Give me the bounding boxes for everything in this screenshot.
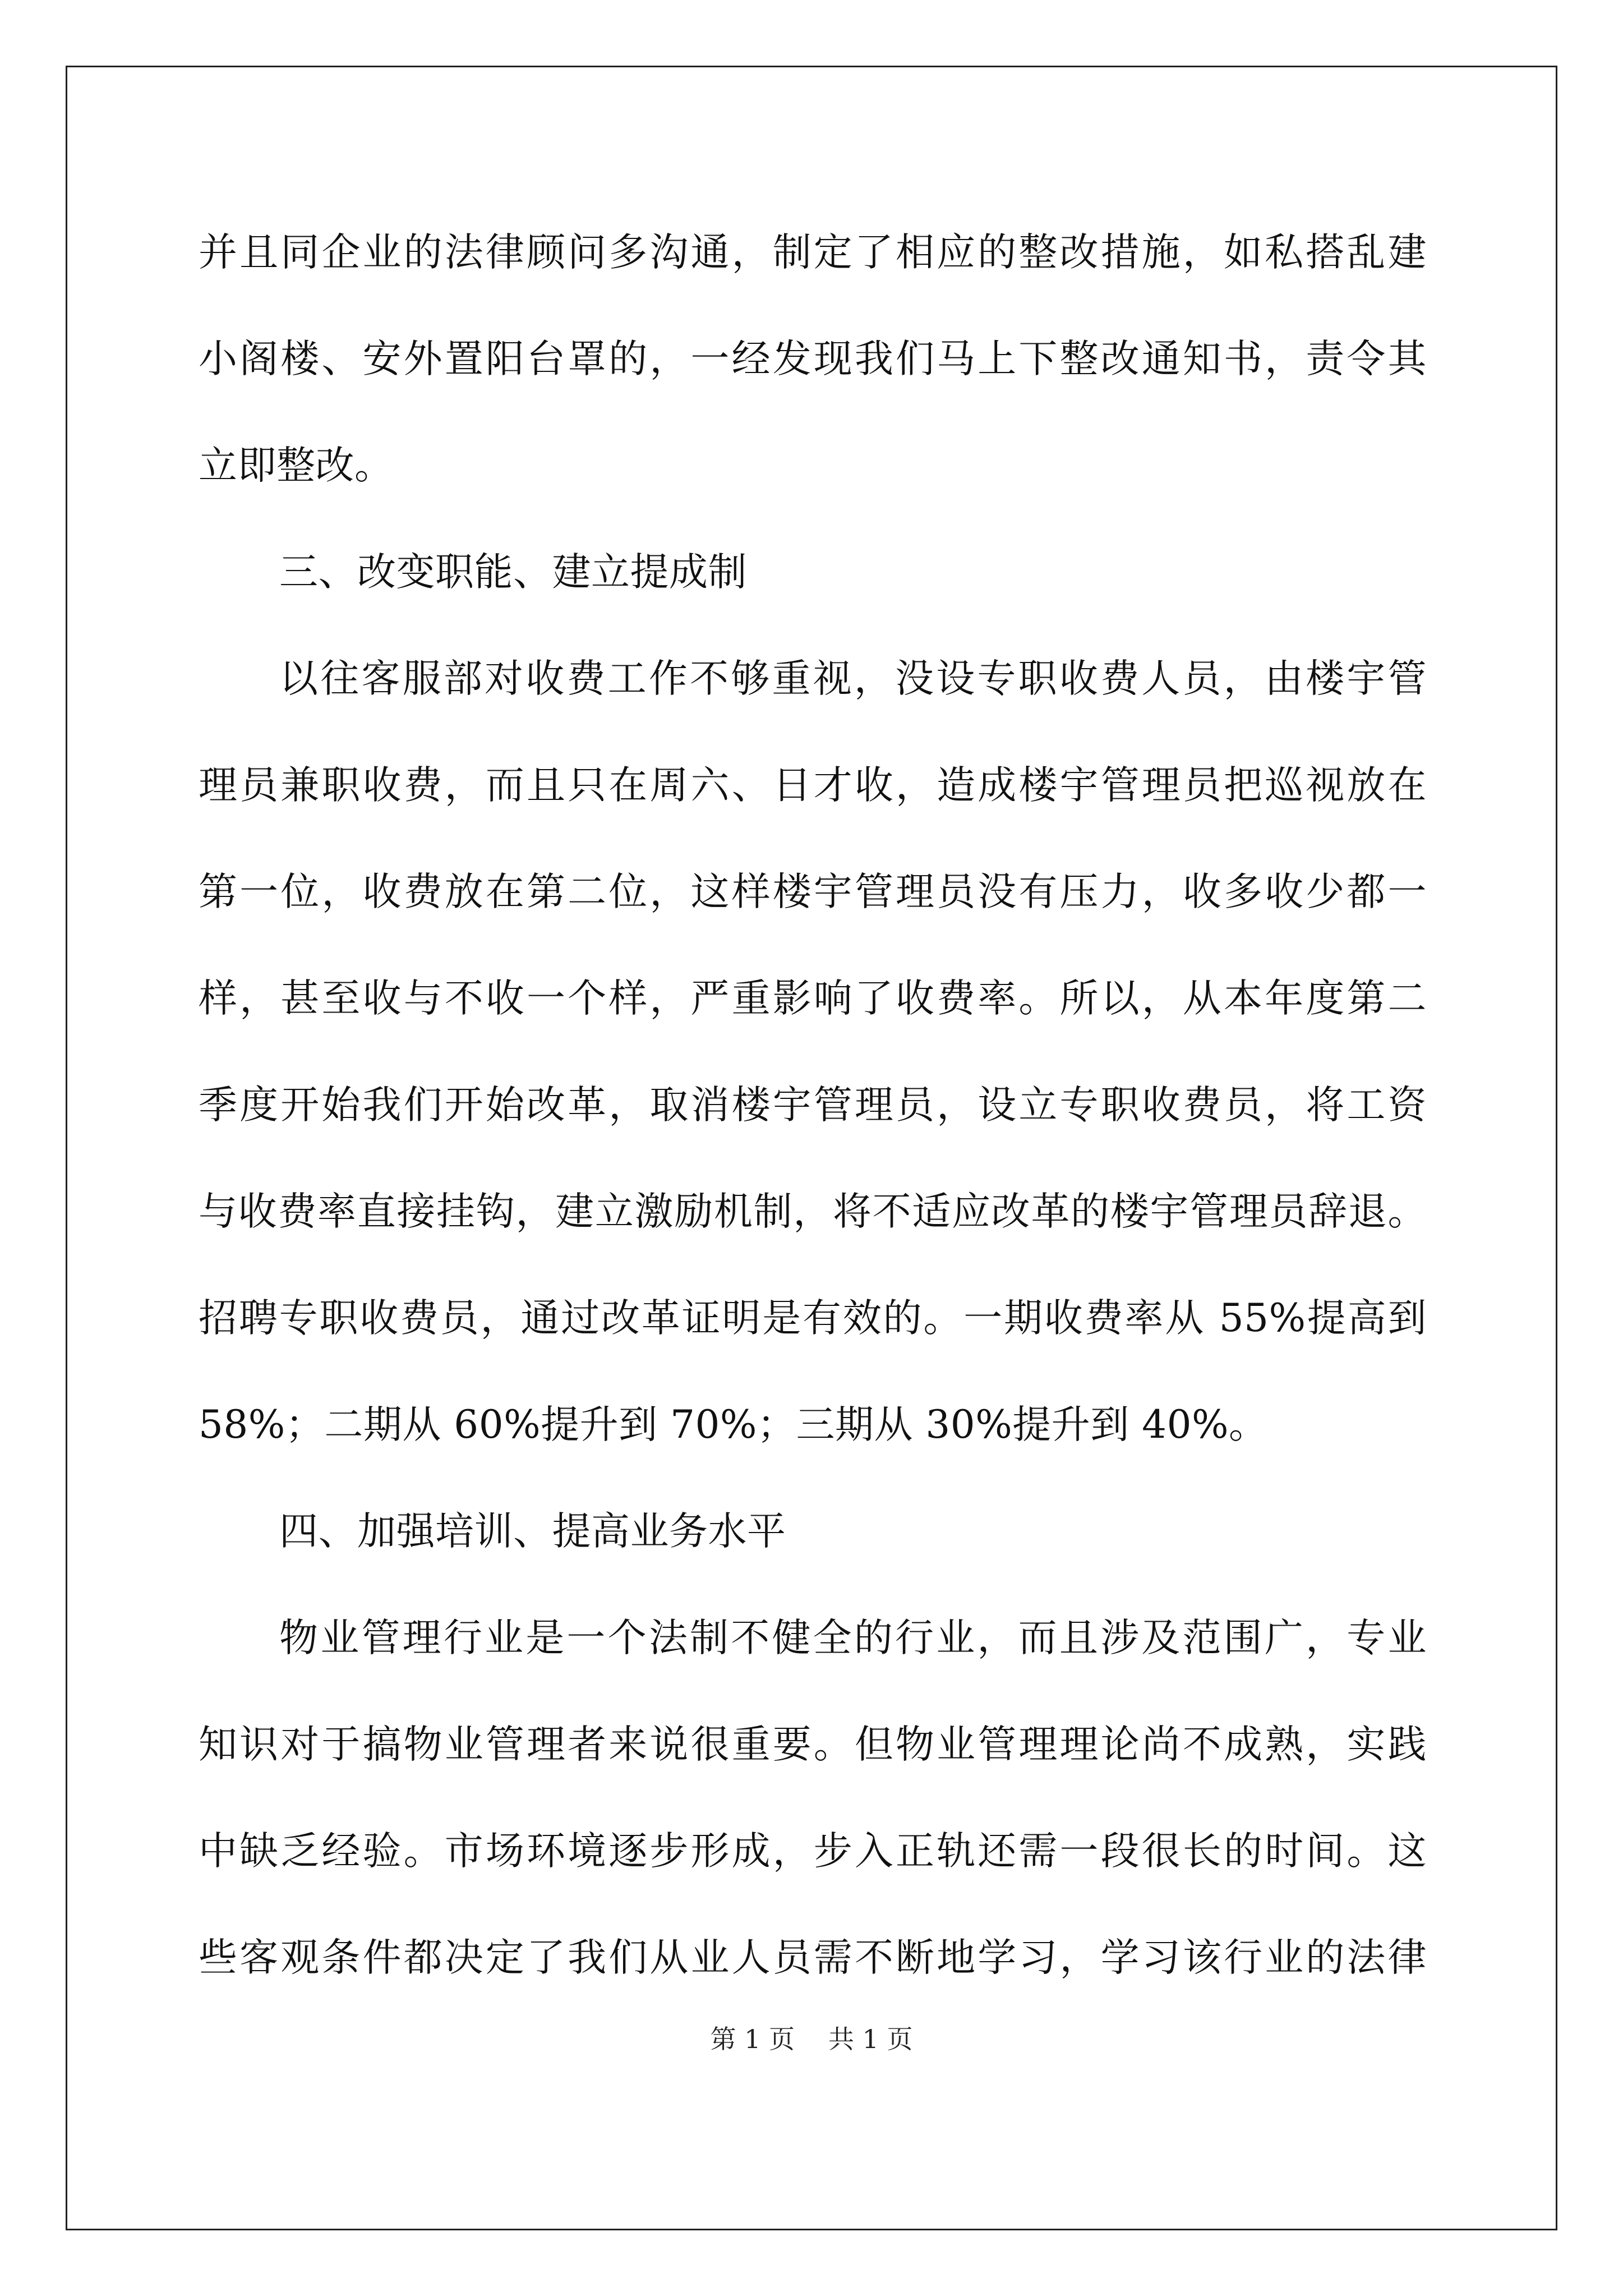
text-line: 立即整改。 — [199, 443, 394, 488]
text-line: 招聘专职收费员，通过改革证明是有效的。一期收费率从 55%提高到 — [199, 1296, 1427, 1341]
text-line: 四、加强培训、提高业务水平 — [279, 1509, 786, 1554]
text-line: 知识对于搞物业管理者来说很重要。但物业管理理论尚不成熟，实践 — [199, 1722, 1427, 1767]
text-line: 理员兼职收费，而且只在周六、日才收，造成楼宇管理员把巡视放在 — [199, 763, 1427, 808]
text-line: 与收费率直接挂钩，建立激励机制，将不适应改革的楼宇管理员辞退。 — [199, 1189, 1427, 1234]
text-line: 以往客服部对收费工作不够重视，没设专职收费人员，由楼宇管 — [279, 656, 1427, 701]
text-line: 第一位，收费放在第二位，这样楼宇管理员没有压力，收多收少都一 — [199, 869, 1427, 914]
text-line: 物业管理行业是一个法制不健全的行业，而且涉及范围广，专业 — [279, 1616, 1427, 1660]
page-number: 第 1 页 — [710, 2024, 795, 2054]
page-footer — [0, 2022, 1623, 2056]
text-line: 小阁楼、安外置阳台罩的，一经发现我们马上下整改通知书，责令其 — [199, 337, 1427, 381]
text-line: 三、改变职能、建立提成制 — [279, 550, 747, 595]
text-line: 58%；二期从 60%提升到 70%；三期从 30%提升到 40%。 — [199, 1402, 1268, 1447]
text-line: 中缺乏经验。市场环境逐步形成，步入正轨还需一段很长的时间。这 — [199, 1829, 1427, 1874]
text-line: 些客观条件都决定了我们从业人员需不断地学习，学习该行业的法律 — [199, 1935, 1427, 1980]
page-total: 共 1 页 — [828, 2024, 913, 2054]
text-line: 并且同企业的法律顾问多沟通，制定了相应的整改措施，如私搭乱建 — [199, 230, 1427, 275]
text-line: 季度开始我们开始改革，取消楼宇管理员，设立专职收费员，将工资 — [199, 1083, 1427, 1128]
document-body — [199, 199, 1427, 2011]
text-line: 样，甚至收与不收一个样，严重影响了收费率。所以，从本年度第二 — [199, 976, 1427, 1021]
